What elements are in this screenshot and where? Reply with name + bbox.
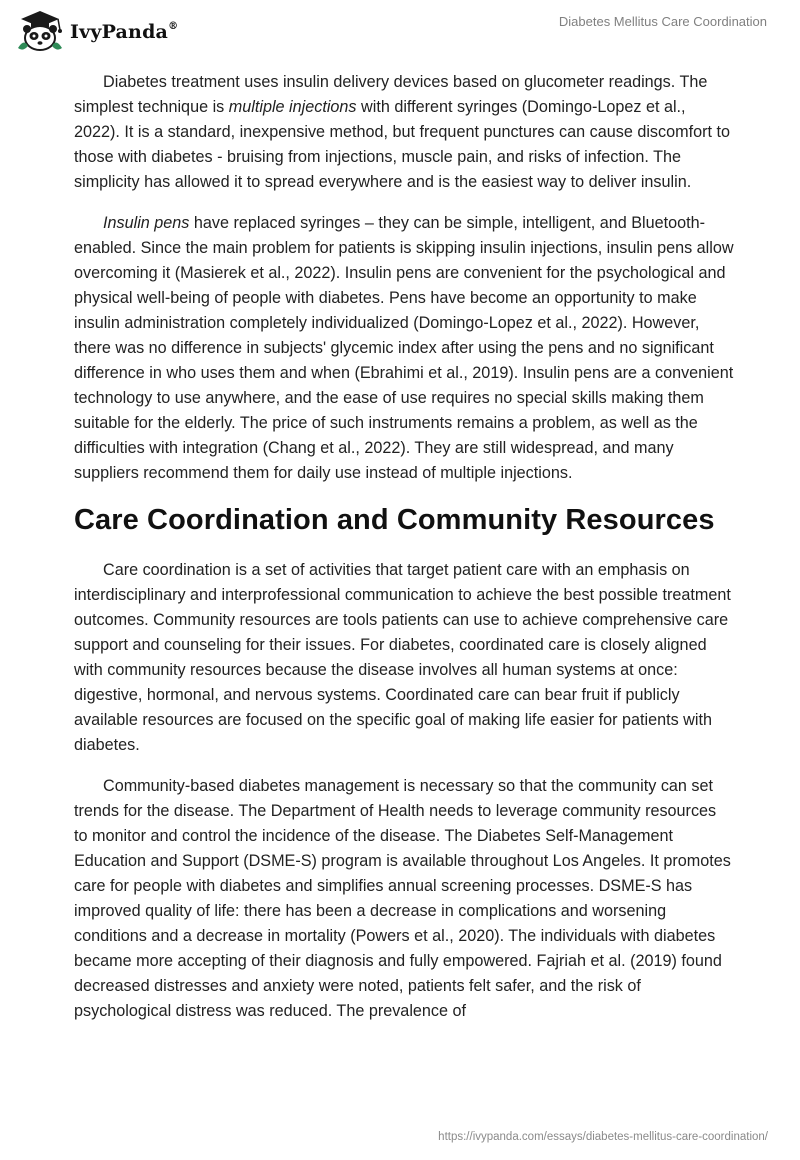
paragraph-care-coordination: Care coordination is a set of activities that target patient care with an emphasis on interdisciplinary and interprofessional communication to achieve the best possible treatment outcomes. Community resources are tools patients can use to achieve comprehensive care support and counseling for their issues. For diabetes, coordinated care is closely aligned with community resources because the disease involves all human systems at once: digestive, hormonal, and nervous systems. Coordinated care can bear fruit if publicly available resources are focused on the specific goal of making life easier for patients with diabetes. xyxy=(74,561,731,754)
source-url[interactable]: https://ivypanda.com/essays/diabetes-mellitus-care-coordination/ xyxy=(438,1131,768,1143)
paragraph-community-management: Community-based diabetes management is necessary so that the community can set trends for the disease. The Department of Health needs to leverage community resources to monitor and control the incidence of the disease. The Diabetes Self-Management Education and Support (DSME-S) program is available throughout Los Angeles. It promotes care for people with diabetes and simplifies annual screening processes. DSME-S has improved quality of life: there has been a decrease in complications and worsening conditions and a decrease in mortality (Powers et al., 2020). The individuals with diabetes became more accepting of their diagnosis and fully empowered. Fajriah et al. (2019) found decreased distresses and anxiety were noted, patients felt safer, and the risk of psychological distress was reduced. The prevalence of xyxy=(74,777,731,1020)
brand-logo[interactable] xyxy=(14,8,178,54)
brand-name: IvyPanda® xyxy=(70,20,179,43)
emphasis-multiple-injections: multiple injections xyxy=(228,98,357,116)
panda-logo-icon xyxy=(14,8,66,54)
essay-content xyxy=(74,70,734,1040)
emphasis-insulin-pens: Insulin pens xyxy=(103,214,190,232)
paragraph-syringes: Diabetes treatment uses insulin delivery devices based on glucometer readings. The simplest technique is multiple injections with different syringes (Domingo-Lopez et al., 2022). It is a standard, inexpensive method, but frequent punctures can cause discomfort to those with diabetes - bruising from injections, muscle pain, and risks of infection. The simplicity has allowed it to spread everywhere and is the easiest way to deliver insulin. xyxy=(74,73,730,191)
paragraph-insulin-pens: Insulin pens have replaced syringes – they can be simple, intelligent, and Bluetooth-enabled. Since the main problem for patients is skipping insulin injections, insulin pens allow overcoming it (Masierek et al., 2022). Insulin pens are convenient for the psychological and physical well-being of people with diabetes. Pens have become an opportunity to make insulin administration completely individualized (Domingo-Lopez et al., 2022). However, there was no difference in subjects' glycemic index after using the pens and no significant difference in who uses them and when (Ebrahimi et al., 2019). Insulin pens are a convenient technology to use anywhere, and the ease of use requires no special skills making them suitable for the elderly. The price of such instruments remains a problem, as well as the difficulties with integration (Chang et al., 2022). They are still widespread, and many suppliers recommend them for daily use instead of multiple injections. xyxy=(74,214,734,482)
document-title: Diabetes Mellitus Care Coordination xyxy=(558,14,767,29)
section-heading: Care Coordination and Community Resources xyxy=(74,504,715,536)
page-header xyxy=(0,0,800,60)
